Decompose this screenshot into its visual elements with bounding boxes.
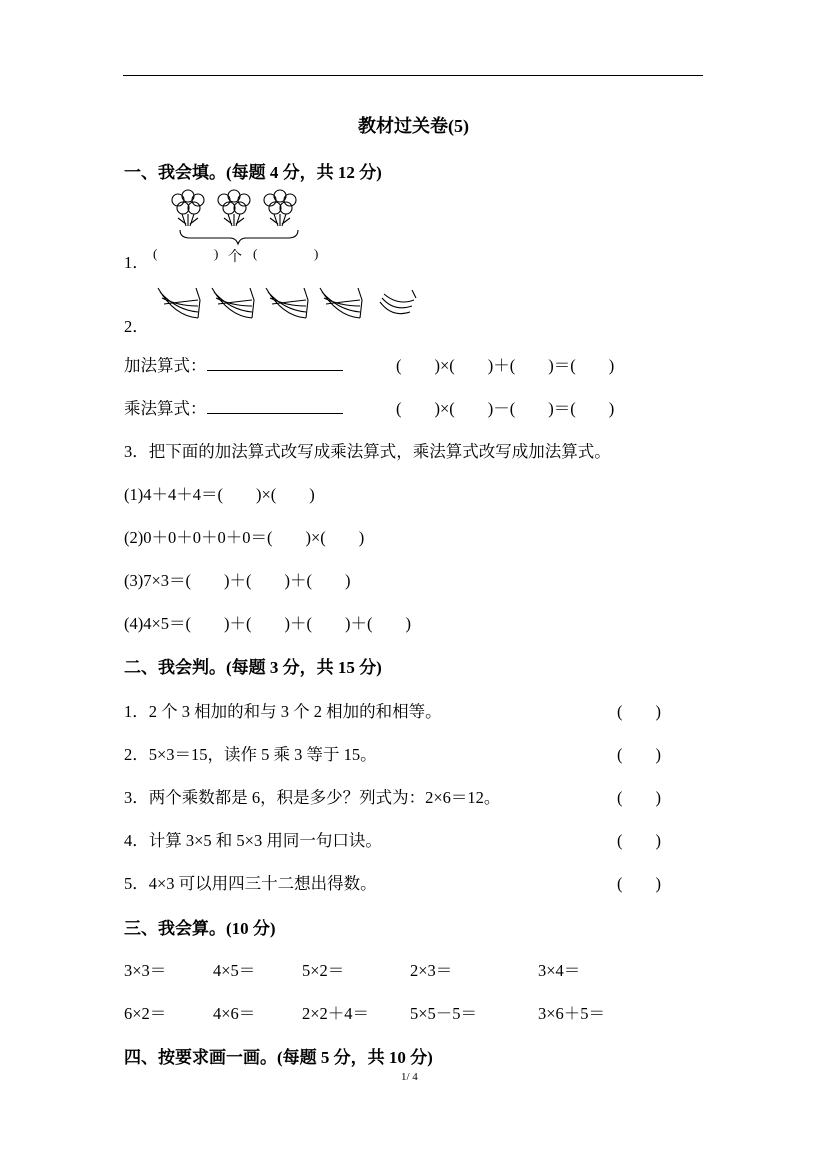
calc-r1-c3: 5×2＝ [302, 961, 345, 980]
judge-answer-2[interactable]: ( ) [617, 745, 661, 764]
judge-item-1: 1．2 个 3 相加的和与 3 个 2 相加的和相等。 [124, 702, 442, 721]
flower-bouquet-icon [164, 188, 324, 250]
judge-item-4: 4．计算 3×5 和 5×3 用同一句口诀。 [124, 831, 382, 850]
q3-prompt: 3．把下面的加法算式改写成乘法算式，乘法算式改写成加法算式。 [124, 442, 611, 461]
calc-r2-c3: 2×2＋4＝ [302, 1004, 370, 1023]
judge-item-3: 3．两个乘数都是 6，积是多少？列式为：2×6＝12。 [124, 788, 501, 807]
judge-answer-4[interactable]: ( ) [617, 831, 661, 850]
q2-number: 2． [124, 317, 149, 336]
header-rule [123, 75, 703, 76]
mul-expression-row [124, 395, 343, 419]
calc-r1-c4: 2×3＝ [410, 961, 453, 980]
curly-brace-icon [180, 230, 298, 244]
q1-number: 1． [124, 253, 149, 272]
calc-r2-c4: 5×5－5＝ [410, 1004, 478, 1023]
q3-item-3: (3)7×3＝( )＋( )＋( ) [124, 571, 351, 590]
page-number: 1/ 4 [401, 1071, 418, 1083]
banana-bunch-icon [154, 280, 426, 324]
q1-close-paren-2: ) [314, 246, 319, 261]
add-expression: ( )×( )＋( )＝( ) [396, 356, 615, 375]
calc-r1-c1: 3×3＝ [124, 961, 167, 980]
section-4-heading: 四、按要求画一画。(每题 5 分，共 10 分) [124, 1048, 433, 1067]
calc-r2-c1: 6×2＝ [124, 1004, 167, 1023]
q3-item-2: (2)0＋0＋0＋0＋0＝( )×( ) [124, 528, 365, 547]
add-expression-row [124, 352, 343, 376]
q3-item-1: (1)4＋4＋4＝( )×( ) [124, 485, 315, 504]
q1-close-paren-1: ) [214, 246, 219, 261]
mul-answer-blank[interactable] [207, 399, 343, 414]
judge-answer-3[interactable]: ( ) [617, 788, 661, 807]
page-title: 教材过关卷(5) [358, 116, 469, 136]
calc-r1-c2: 4×5＝ [213, 961, 256, 980]
judge-answer-5[interactable]: ( ) [617, 874, 661, 893]
mul-label: 乘法算式： [124, 399, 207, 418]
judge-item-5: 5．4×3 可以用四三十二想出得数。 [124, 874, 377, 893]
calc-r1-c5: 3×4＝ [538, 961, 581, 980]
section-2-heading: 二、我会判。(每题 3 分，共 15 分) [124, 658, 382, 677]
add-answer-blank[interactable] [207, 356, 343, 371]
judge-answer-1[interactable]: ( ) [617, 702, 661, 721]
q1-open-paren-2: ( [253, 246, 258, 261]
q1-middle-text: 个 [228, 250, 242, 265]
q3-item-4: (4)4×5＝( )＋( )＋( )＋( ) [124, 614, 412, 633]
calc-r2-c2: 4×6＝ [213, 1004, 256, 1023]
section-1-heading: 一、我会填。(每题 4 分，共 12 分) [124, 163, 382, 182]
q1-open-paren-1: ( [153, 246, 158, 261]
section-3-heading: 三、我会算。(10 分) [124, 919, 276, 938]
add-label: 加法算式： [124, 356, 207, 375]
mul-expression: ( )×( )－( )＝( ) [396, 399, 615, 418]
judge-item-2: 2．5×3＝15，读作 5 乘 3 等于 15。 [124, 745, 377, 764]
calc-r2-c5: 3×6＋5＝ [538, 1004, 606, 1023]
